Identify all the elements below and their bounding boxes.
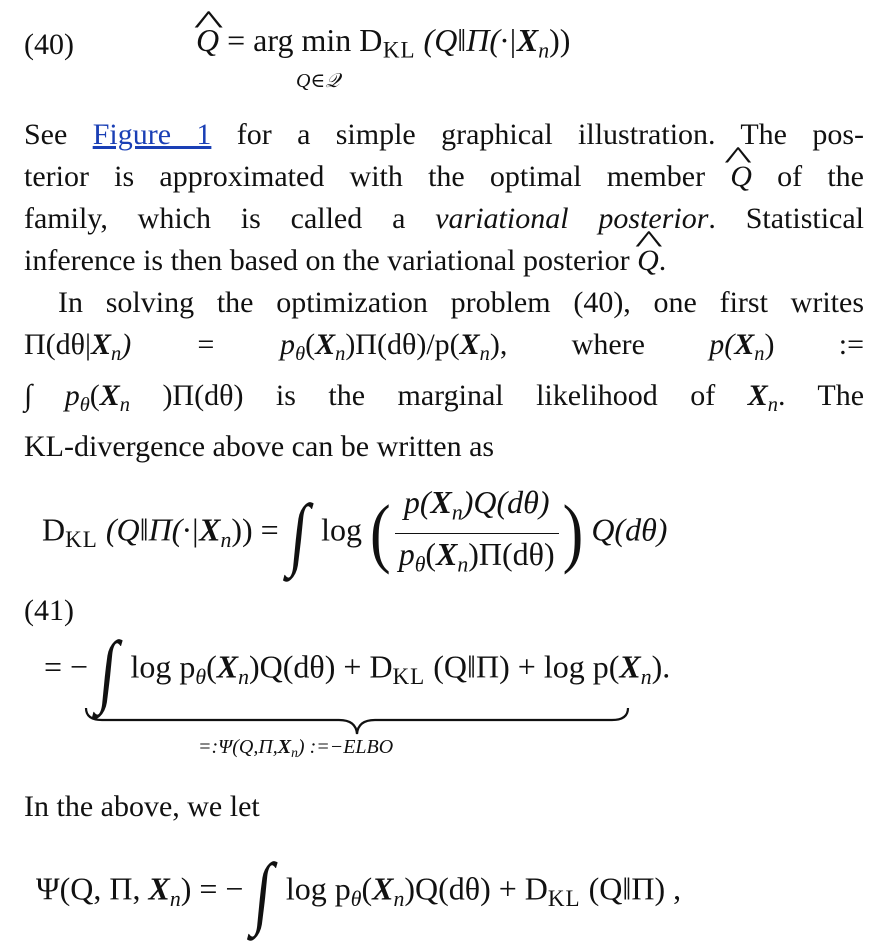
subscript-n: n xyxy=(457,552,469,577)
equals-sign: = xyxy=(227,22,246,58)
para2-line-4: KL-divergence above can be written as xyxy=(24,430,495,464)
data-x: X xyxy=(216,648,239,685)
fraction xyxy=(395,482,559,584)
integral-sign: ∫ xyxy=(250,847,277,937)
integral-sign: ∫ xyxy=(24,379,33,413)
eq41-mid2: (Q‖Π) + log p( xyxy=(433,648,620,685)
equation-number-41: (41) xyxy=(24,594,74,627)
subscript-theta: θ xyxy=(350,886,362,911)
figure-1-link[interactable]: Figure 1 xyxy=(92,118,212,151)
q-hat: ^ Q xyxy=(730,156,752,198)
p: p xyxy=(64,379,80,413)
marginal-likelihood-text: )Π(dθ) is the marginal likelihood of xyxy=(162,379,716,413)
data-x: X xyxy=(516,22,539,58)
equation-40 xyxy=(196,22,570,64)
eq41-start: = − xyxy=(44,648,89,685)
subscript-n: n xyxy=(393,886,405,911)
kl-divergence: D xyxy=(42,511,66,548)
integral-sign: ∫ xyxy=(286,488,312,578)
equation-41 xyxy=(44,625,671,715)
data-x: X xyxy=(619,648,641,685)
subscript-theta: θ xyxy=(79,394,90,417)
p-of: p( xyxy=(709,328,735,361)
eq40-args: (Q‖Π(·| xyxy=(423,22,517,58)
kl-subscript: KL xyxy=(392,662,426,689)
para2-line-1: In solving the optimization problem (40), one first writes xyxy=(58,286,864,319)
kl-subscript: KL xyxy=(382,36,416,63)
period: . xyxy=(658,244,667,277)
data-x: X xyxy=(459,328,480,361)
psi-eq: ) = − xyxy=(180,870,244,907)
text-the: . The xyxy=(777,379,865,413)
paragraph-3 xyxy=(24,786,864,828)
para1-line3-text: family, which is called a xyxy=(24,202,406,235)
equation-number-40: (40) xyxy=(24,28,74,61)
paren: ( xyxy=(361,870,373,907)
brace-label-a: =:Ψ(Q,Π, xyxy=(198,736,278,758)
numerator xyxy=(395,482,559,534)
equation-psi xyxy=(36,847,682,937)
subscript-theta: θ xyxy=(414,552,426,577)
data-x: X xyxy=(372,870,394,907)
eq40-close: )) xyxy=(549,22,571,58)
data-x: X xyxy=(315,328,336,361)
para2-line-2 xyxy=(24,324,864,375)
subscript-n: n xyxy=(767,394,778,417)
underbrace xyxy=(84,706,630,738)
para1-line-4 xyxy=(24,240,864,282)
subscript-n: n xyxy=(169,886,181,911)
subscript-n: n xyxy=(335,343,346,366)
log: log xyxy=(321,511,363,548)
q-hat: ^ Q xyxy=(637,240,659,282)
mid-expr: )Π(dθ)/p( xyxy=(345,328,460,361)
variational-posterior-term: variational posterior xyxy=(435,202,709,235)
text-see: See xyxy=(24,118,68,151)
data-x: X xyxy=(99,379,120,413)
paren: ( xyxy=(425,535,437,572)
subscript-n: n xyxy=(111,343,122,366)
para3-line-1: In the above, we let xyxy=(24,790,260,823)
para1-line4-text: inference is then based on the variational posterior xyxy=(24,244,630,277)
kl-subscript: KL xyxy=(547,884,581,911)
data-x: X xyxy=(148,870,170,907)
para1-line3-end: . Statistical xyxy=(708,202,865,235)
subscript-n: n xyxy=(119,394,130,417)
psi-lhs: Ψ(Q, Π, xyxy=(36,870,141,907)
paragraph-1 xyxy=(24,114,864,282)
para1-line2-text: terior is approximated with the optimal member xyxy=(24,160,706,193)
data-x: X xyxy=(436,535,458,572)
equation-kl-expansion xyxy=(42,482,667,584)
paren: ( xyxy=(89,379,100,413)
para1-line1-text: for a simple graphical illustration. The pos- xyxy=(236,118,865,151)
subscript-n: n xyxy=(479,343,490,366)
data-x: X xyxy=(430,484,452,520)
data-x: X xyxy=(734,328,755,361)
argmin-operator: arg min xyxy=(253,22,352,58)
paren: ( xyxy=(305,328,316,361)
kl-divergence: D xyxy=(359,22,383,58)
log-p: log p xyxy=(285,870,351,907)
den-pi: )Π(dθ) xyxy=(468,535,555,572)
subscript-n: n xyxy=(451,500,463,525)
lhs-close: )) = xyxy=(231,511,279,548)
subscript-n: n xyxy=(640,664,652,689)
subscript-n: n xyxy=(538,38,550,63)
right-paren: ) xyxy=(562,490,584,576)
para1-line2-end: of the xyxy=(777,160,864,193)
eq41-mid: )Q(dθ) + D xyxy=(248,648,393,685)
subscript-theta: θ xyxy=(195,664,207,689)
lhs-args: (Q‖Π(·| xyxy=(105,511,200,548)
brace-label-b: ) :=−ELBO xyxy=(297,736,394,758)
q-dtheta: Q(dθ) xyxy=(591,511,668,548)
para1-line-3 xyxy=(24,198,864,240)
kl-subscript: KL xyxy=(65,525,98,552)
den-p: p xyxy=(398,535,415,572)
paren: ( xyxy=(206,648,217,685)
eq41-end: ). xyxy=(651,648,671,685)
subscript-theta: θ xyxy=(295,343,306,366)
data-x: X xyxy=(747,379,768,413)
para1-line-2 xyxy=(24,156,864,198)
eq-mid: ) = p xyxy=(121,328,296,361)
num-q: )Q(dθ) xyxy=(462,484,550,520)
data-x: X xyxy=(91,328,112,361)
data-x: X xyxy=(199,511,221,548)
denominator xyxy=(395,534,559,585)
q-hat: ^ Q xyxy=(196,22,219,59)
integral-sign: ∫ xyxy=(95,625,122,715)
left-paren: ( xyxy=(370,490,391,576)
subscript-n: n xyxy=(238,664,249,689)
underbrace-label xyxy=(198,736,393,761)
num-p: p( xyxy=(403,484,431,520)
argmin-underscript: Q∈𝒬 xyxy=(296,70,340,92)
log-p: log p xyxy=(130,648,196,685)
paragraph-2 xyxy=(24,282,864,468)
defeq: ) := xyxy=(764,328,865,361)
text-where: where xyxy=(571,328,645,361)
subscript-n: n xyxy=(754,343,765,366)
psi-mid: )Q(dθ) + D xyxy=(404,870,548,907)
subscript-n: n xyxy=(291,745,298,761)
comma: ), xyxy=(489,328,508,361)
para2-line-3 xyxy=(24,375,864,426)
psi-end: (Q‖Π) , xyxy=(588,870,682,907)
subscript-n: n xyxy=(220,527,232,552)
data-x: X xyxy=(277,736,292,758)
pi-open: Π(dθ| xyxy=(24,328,92,361)
